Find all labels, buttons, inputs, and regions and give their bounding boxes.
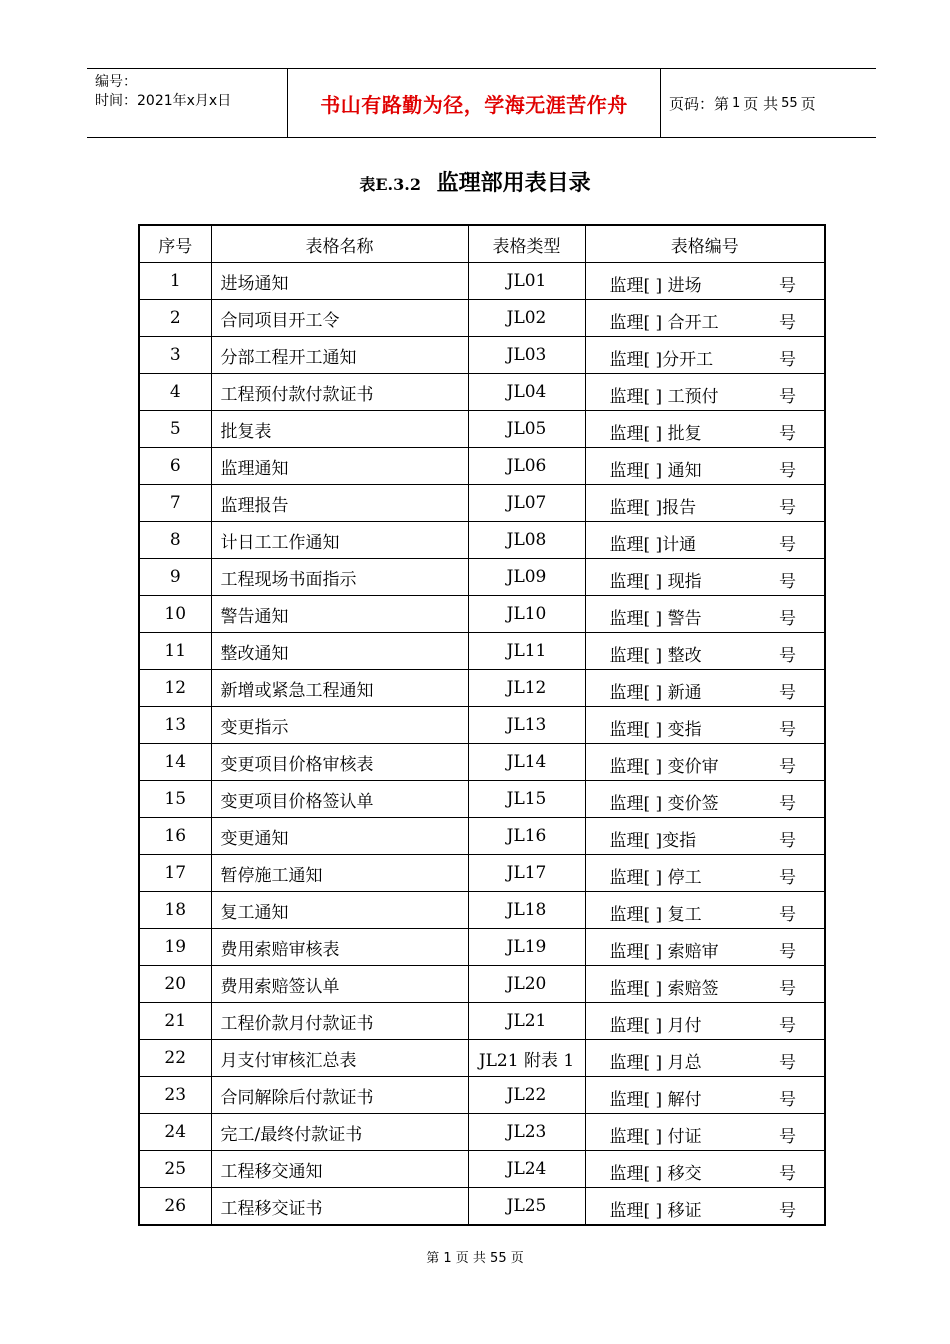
table-body (139, 263, 825, 1226)
row-form-name: 整改通知 (211, 633, 468, 670)
row-number-suffix: 号 (779, 461, 796, 481)
row-number-prefix: 监理[ ]计通 (609, 535, 697, 555)
row-index: 11 (139, 633, 211, 670)
row-form-name: 合同项目开工令 (211, 300, 468, 337)
row-form-number (585, 1003, 825, 1040)
row-form-number (585, 966, 825, 1003)
row-number-suffix: 号 (779, 1201, 796, 1221)
row-form-number (585, 596, 825, 633)
row-form-name: 工程预付款付款证书 (211, 374, 468, 411)
row-form-number (585, 559, 825, 596)
row-number-suffix: 号 (779, 387, 796, 407)
row-form-type: JL07 (468, 485, 585, 522)
row-form-number (585, 670, 825, 707)
row-form-number (585, 707, 825, 744)
column-header-name: 表格名称 (211, 225, 468, 263)
row-form-number (585, 337, 825, 374)
row-form-type: JL23 (468, 1114, 585, 1151)
page-number: 1 (732, 95, 741, 111)
row-form-number (585, 892, 825, 929)
row-form-type: JL20 (468, 966, 585, 1003)
row-form-name: 工程移交证书 (211, 1188, 468, 1226)
row-number-suffix: 号 (779, 646, 796, 666)
row-form-name: 工程现场书面指示 (211, 559, 468, 596)
row-form-type: JL24 (468, 1151, 585, 1188)
row-index: 4 (139, 374, 211, 411)
row-form-name: 费用索赔审核表 (211, 929, 468, 966)
row-number-suffix: 号 (779, 720, 796, 740)
row-number-suffix: 号 (779, 572, 796, 592)
table-row (139, 337, 825, 374)
row-form-name: 监理报告 (211, 485, 468, 522)
row-number-prefix: 监理[ ] 索赔审 (609, 942, 719, 962)
page-label: 页码：第 (669, 94, 730, 113)
row-number-prefix: 监理[ ] 整改 (609, 646, 702, 666)
page-footer: 第 1 页 共 55 页 (426, 1251, 524, 1266)
row-number-prefix: 监理[ ] 月付 (609, 1016, 702, 1036)
row-index: 5 (139, 411, 211, 448)
row-form-name: 暂停施工通知 (211, 855, 468, 892)
row-number-suffix: 号 (779, 979, 796, 999)
row-number-suffix: 号 (779, 1127, 796, 1147)
title-text: 监理部用表目录 (436, 171, 591, 196)
row-index: 24 (139, 1114, 211, 1151)
table-row (139, 929, 825, 966)
row-form-type: JL21 (468, 1003, 585, 1040)
row-index: 15 (139, 781, 211, 818)
row-form-number (585, 818, 825, 855)
row-form-type: JL01 (468, 263, 585, 300)
row-form-name: 合同解除后付款证书 (211, 1077, 468, 1114)
row-number-prefix: 监理[ ] 变价审 (609, 757, 719, 777)
row-number-prefix: 监理[ ] 变价签 (609, 794, 719, 814)
column-header-number: 表格编号 (585, 225, 825, 263)
row-form-name: 变更项目价格审核表 (211, 744, 468, 781)
row-index: 25 (139, 1151, 211, 1188)
row-form-name: 完工/最终付款证书 (211, 1114, 468, 1151)
row-form-name: 分部工程开工通知 (211, 337, 468, 374)
row-index: 17 (139, 855, 211, 892)
row-form-type: JL22 (468, 1077, 585, 1114)
title-code: 表E.3.2 (359, 175, 421, 194)
table-row (139, 300, 825, 337)
row-number-prefix: 监理[ ] 通知 (609, 461, 702, 481)
page-mid-label: 页 共 (743, 94, 779, 113)
row-number-prefix: 监理[ ] 合开工 (609, 313, 719, 333)
table-row (139, 485, 825, 522)
row-index: 23 (139, 1077, 211, 1114)
row-number-prefix: 监理[ ] 现指 (609, 572, 702, 592)
row-form-type: JL09 (468, 559, 585, 596)
row-number-suffix: 号 (779, 794, 796, 814)
row-index: 26 (139, 1188, 211, 1226)
row-index: 14 (139, 744, 211, 781)
row-form-number (585, 1077, 825, 1114)
row-form-type: JL12 (468, 670, 585, 707)
row-number-suffix: 号 (779, 1016, 796, 1036)
row-form-number (585, 929, 825, 966)
form-catalog-table (138, 224, 826, 1226)
table-row (139, 448, 825, 485)
row-number-suffix: 号 (779, 276, 796, 296)
table-row (139, 596, 825, 633)
row-form-number (585, 633, 825, 670)
row-form-type: JL10 (468, 596, 585, 633)
table-row (139, 670, 825, 707)
row-form-number (585, 1114, 825, 1151)
row-index: 1 (139, 263, 211, 300)
row-form-name: 变更通知 (211, 818, 468, 855)
header-serial-label: 编号： (95, 74, 137, 90)
row-form-type: JL08 (468, 522, 585, 559)
row-number-prefix: 监理[ ] 解付 (609, 1090, 702, 1110)
row-form-type: JL05 (468, 411, 585, 448)
header-date: 时间：2021年x月x日 (95, 93, 232, 109)
row-form-number (585, 448, 825, 485)
row-number-prefix: 监理[ ] 月总 (609, 1053, 702, 1073)
document-title (0, 166, 950, 197)
row-form-name: 批复表 (211, 411, 468, 448)
table-row (139, 781, 825, 818)
row-index: 12 (139, 670, 211, 707)
row-form-number (585, 485, 825, 522)
row-form-type: JL15 (468, 781, 585, 818)
row-number-suffix: 号 (779, 609, 796, 629)
row-form-name: 变更指示 (211, 707, 468, 744)
row-form-number (585, 411, 825, 448)
row-index: 3 (139, 337, 211, 374)
row-number-suffix: 号 (779, 313, 796, 333)
table-row (139, 892, 825, 929)
row-number-suffix: 号 (779, 683, 796, 703)
row-form-name: 月支付审核汇总表 (211, 1040, 468, 1077)
row-form-number (585, 300, 825, 337)
row-number-prefix: 监理[ ] 付证 (609, 1127, 702, 1147)
row-index: 20 (139, 966, 211, 1003)
page-header (87, 68, 876, 138)
row-form-name: 警告通知 (211, 596, 468, 633)
row-number-prefix: 监理[ ] 新通 (609, 683, 702, 703)
row-number-prefix: 监理[ ]报告 (609, 498, 697, 518)
row-form-name: 计日工工作通知 (211, 522, 468, 559)
row-form-name: 新增或紧急工程通知 (211, 670, 468, 707)
row-number-suffix: 号 (779, 535, 796, 555)
row-number-prefix: 监理[ ]分开工 (609, 350, 714, 370)
header-meta (95, 73, 285, 111)
header-page-info (669, 69, 816, 137)
table-row (139, 374, 825, 411)
table-header-row (139, 225, 825, 263)
row-form-type: JL17 (468, 855, 585, 892)
row-form-number (585, 855, 825, 892)
table-row (139, 818, 825, 855)
row-form-number (585, 1151, 825, 1188)
row-index: 21 (139, 1003, 211, 1040)
row-form-type: JL04 (468, 374, 585, 411)
row-number-suffix: 号 (779, 905, 796, 925)
row-form-type: JL18 (468, 892, 585, 929)
header-motto: 书山有路勤为径，学海无涯苦作舟 (320, 92, 628, 117)
table-row (139, 1188, 825, 1226)
row-form-name: 变更项目价格签认单 (211, 781, 468, 818)
page-total: 55 (781, 95, 798, 111)
row-form-number (585, 374, 825, 411)
row-form-type: JL25 (468, 1188, 585, 1226)
row-number-prefix: 监理[ ] 变指 (609, 720, 702, 740)
row-form-number (585, 522, 825, 559)
table-row (139, 1003, 825, 1040)
table-row (139, 855, 825, 892)
row-number-suffix: 号 (779, 498, 796, 518)
column-header-index: 序号 (139, 225, 211, 263)
row-form-type: JL02 (468, 300, 585, 337)
row-number-prefix: 监理[ ] 复工 (609, 905, 702, 925)
row-form-number (585, 1040, 825, 1077)
row-form-name: 进场通知 (211, 263, 468, 300)
row-form-name: 监理通知 (211, 448, 468, 485)
row-form-number (585, 1188, 825, 1226)
row-index: 19 (139, 929, 211, 966)
row-number-prefix: 监理[ ] 警告 (609, 609, 702, 629)
row-form-name: 工程移交通知 (211, 1151, 468, 1188)
page-end-label: 页 (800, 94, 816, 113)
row-form-number (585, 781, 825, 818)
row-number-suffix: 号 (779, 942, 796, 962)
row-number-suffix: 号 (779, 350, 796, 370)
table-row (139, 559, 825, 596)
row-index: 13 (139, 707, 211, 744)
row-form-type: JL21 附表 1 (468, 1040, 585, 1077)
table-row (139, 966, 825, 1003)
row-number-prefix: 监理[ ] 进场 (609, 276, 702, 296)
header-divider (660, 69, 661, 137)
row-number-prefix: 监理[ ] 移交 (609, 1164, 702, 1184)
row-index: 16 (139, 818, 211, 855)
row-form-type: JL14 (468, 744, 585, 781)
row-form-number (585, 263, 825, 300)
row-number-suffix: 号 (779, 757, 796, 777)
row-number-suffix: 号 (779, 831, 796, 851)
table-row (139, 263, 825, 300)
row-number-prefix: 监理[ ] 批复 (609, 424, 702, 444)
row-number-prefix: 监理[ ] 停工 (609, 868, 702, 888)
row-form-type: JL03 (468, 337, 585, 374)
table-row (139, 707, 825, 744)
table-row (139, 1151, 825, 1188)
row-index: 22 (139, 1040, 211, 1077)
table-row (139, 411, 825, 448)
row-form-name: 复工通知 (211, 892, 468, 929)
row-index: 7 (139, 485, 211, 522)
table-row (139, 1040, 825, 1077)
table-row (139, 1114, 825, 1151)
row-form-name: 工程价款月付款证书 (211, 1003, 468, 1040)
row-number-prefix: 监理[ ] 索赔签 (609, 979, 719, 999)
row-number-suffix: 号 (779, 1090, 796, 1110)
row-form-type: JL11 (468, 633, 585, 670)
row-index: 8 (139, 522, 211, 559)
row-number-suffix: 号 (779, 424, 796, 444)
row-form-type: JL13 (468, 707, 585, 744)
row-index: 10 (139, 596, 211, 633)
row-number-suffix: 号 (779, 868, 796, 888)
row-form-type: JL06 (468, 448, 585, 485)
row-index: 2 (139, 300, 211, 337)
table-row (139, 1077, 825, 1114)
row-form-number (585, 744, 825, 781)
row-number-prefix: 监理[ ] 工预付 (609, 387, 719, 407)
row-number-prefix: 监理[ ] 移证 (609, 1201, 702, 1221)
row-index: 6 (139, 448, 211, 485)
row-number-prefix: 监理[ ]变指 (609, 831, 697, 851)
table-row (139, 522, 825, 559)
table-row (139, 633, 825, 670)
row-form-name: 费用索赔签认单 (211, 966, 468, 1003)
row-index: 18 (139, 892, 211, 929)
row-index: 9 (139, 559, 211, 596)
row-form-type: JL19 (468, 929, 585, 966)
column-header-type: 表格类型 (468, 225, 585, 263)
row-number-suffix: 号 (779, 1164, 796, 1184)
row-number-suffix: 号 (779, 1053, 796, 1073)
row-form-type: JL16 (468, 818, 585, 855)
table-row (139, 744, 825, 781)
